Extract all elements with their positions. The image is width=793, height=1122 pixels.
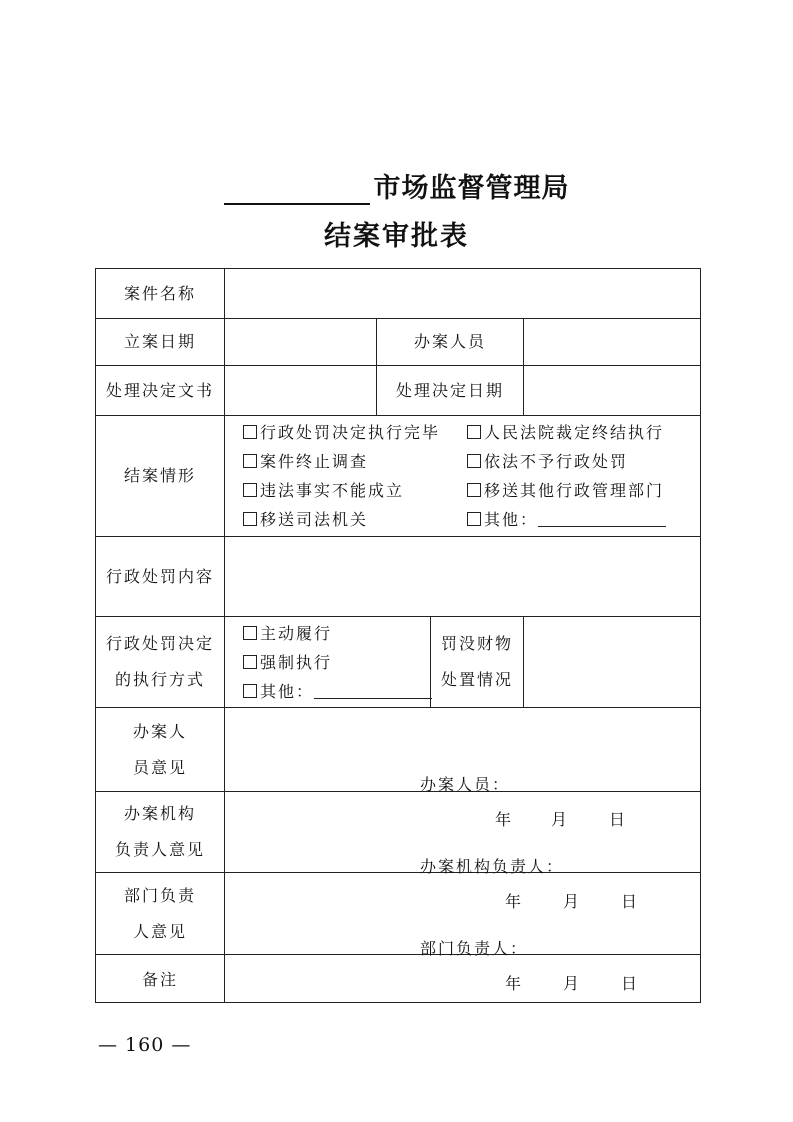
filing-date-label: 立案日期 xyxy=(96,319,225,366)
row-remarks xyxy=(96,955,701,1003)
case-name-field[interactable] xyxy=(225,269,701,319)
row-filing xyxy=(96,319,701,366)
closure-option[interactable]: 行政处罚决定执行完毕 xyxy=(243,418,467,447)
closure-label: 结案情形 xyxy=(96,416,225,537)
approval-form-table xyxy=(95,268,701,1003)
closure-option[interactable]: 移送其他行政管理部门 xyxy=(467,476,664,505)
form-title: 结案审批表 xyxy=(324,221,469,252)
handler-opinion-label xyxy=(96,708,225,792)
dept-opinion-field[interactable] xyxy=(225,873,701,993)
decision-doc-field[interactable] xyxy=(225,366,377,416)
confiscated-field[interactable] xyxy=(524,617,701,708)
date-year: 年 xyxy=(505,973,524,993)
date-year: 年 xyxy=(495,809,514,829)
exec-option[interactable]: 强制执行 xyxy=(243,648,430,677)
exec-label-line1: 行政处罚决定 xyxy=(105,634,214,653)
other-exec-blank[interactable] xyxy=(314,698,432,699)
handler-field[interactable] xyxy=(524,319,701,366)
dept-signature-label: 部门负责人： xyxy=(420,938,529,958)
checkbox[interactable] xyxy=(243,483,257,497)
date-day: 日 xyxy=(609,809,628,829)
row-decision xyxy=(96,366,701,416)
dept-opinion-line1: 部门负责 xyxy=(123,885,196,905)
checkbox[interactable] xyxy=(243,684,257,698)
handler-opinion-line2: 员意见 xyxy=(132,757,187,777)
closure-option[interactable]: 案件终止调查 xyxy=(243,447,467,476)
date-month: 月 xyxy=(563,973,582,993)
row-penalty-content xyxy=(96,537,701,617)
checkbox[interactable] xyxy=(467,483,481,497)
exec-option[interactable]: 其他： xyxy=(243,677,430,706)
row-execution xyxy=(96,617,701,708)
remarks-label: 备注 xyxy=(96,955,225,1003)
agency-name-blank[interactable] xyxy=(224,175,370,205)
handler-opinion-field[interactable] xyxy=(225,708,701,829)
confiscated-label-line2: 处置情况 xyxy=(440,670,513,689)
decision-date-field[interactable] xyxy=(524,366,701,416)
checkbox[interactable] xyxy=(467,512,481,526)
confiscated-label xyxy=(431,617,524,708)
agency-title xyxy=(0,166,793,205)
agency-opinion-field[interactable] xyxy=(225,792,701,911)
date-day: 日 xyxy=(621,973,640,993)
row-dept-opinion xyxy=(96,873,701,955)
decision-date-label: 处理决定日期 xyxy=(377,366,524,416)
checkbox[interactable] xyxy=(243,655,257,669)
filing-date-field[interactable] xyxy=(225,319,377,366)
closure-option[interactable]: 依法不予行政处罚 xyxy=(467,447,628,476)
handler-opinion-line1: 办案人 xyxy=(132,721,187,741)
checkbox[interactable] xyxy=(243,512,257,526)
exec-label xyxy=(96,617,225,708)
row-handler-opinion xyxy=(96,708,701,792)
closure-option[interactable]: 违法事实不能成立 xyxy=(243,476,467,505)
exec-option[interactable]: 主动履行 xyxy=(243,619,430,648)
penalty-content-field[interactable] xyxy=(225,537,701,617)
decision-doc-label: 处理决定文书 xyxy=(96,366,225,416)
dept-opinion-line2: 人意见 xyxy=(132,921,187,941)
other-closure-blank[interactable] xyxy=(538,526,666,527)
date-month: 月 xyxy=(563,892,582,911)
checkbox[interactable] xyxy=(467,425,481,439)
dept-opinion-label xyxy=(96,873,225,955)
page-number: — 160 — xyxy=(98,1034,192,1056)
closure-option[interactable]: 其他： xyxy=(467,505,666,534)
date-month: 月 xyxy=(551,809,570,829)
handler-signature-label: 办案人员： xyxy=(420,774,511,794)
closure-options xyxy=(225,416,701,537)
exec-label-line2: 的执行方式 xyxy=(114,670,205,689)
checkbox[interactable] xyxy=(243,425,257,439)
checkbox[interactable] xyxy=(467,454,481,468)
agency-signature-label: 办案机构负责人： xyxy=(420,857,565,876)
row-case-name xyxy=(96,269,701,319)
exec-options xyxy=(225,617,431,708)
handler-label: 办案人员 xyxy=(377,319,524,366)
closure-option[interactable]: 移送司法机关 xyxy=(243,505,467,534)
agency-opinion-line1: 办案机构 xyxy=(123,804,196,823)
row-agency-opinion xyxy=(96,792,701,873)
case-name-label: 案件名称 xyxy=(96,269,225,319)
confiscated-label-line1: 罚没财物 xyxy=(440,634,513,653)
checkbox[interactable] xyxy=(243,626,257,640)
agency-suffix: 市场监督管理局 xyxy=(373,173,570,204)
date-day: 日 xyxy=(621,892,640,911)
row-closure xyxy=(96,416,701,537)
date-year: 年 xyxy=(505,892,524,911)
agency-opinion-line2: 负责人意见 xyxy=(114,840,205,859)
agency-opinion-label xyxy=(96,792,225,873)
checkbox[interactable] xyxy=(243,454,257,468)
penalty-content-label: 行政处罚内容 xyxy=(96,537,225,617)
closure-option[interactable]: 人民法院裁定终结执行 xyxy=(467,418,664,447)
